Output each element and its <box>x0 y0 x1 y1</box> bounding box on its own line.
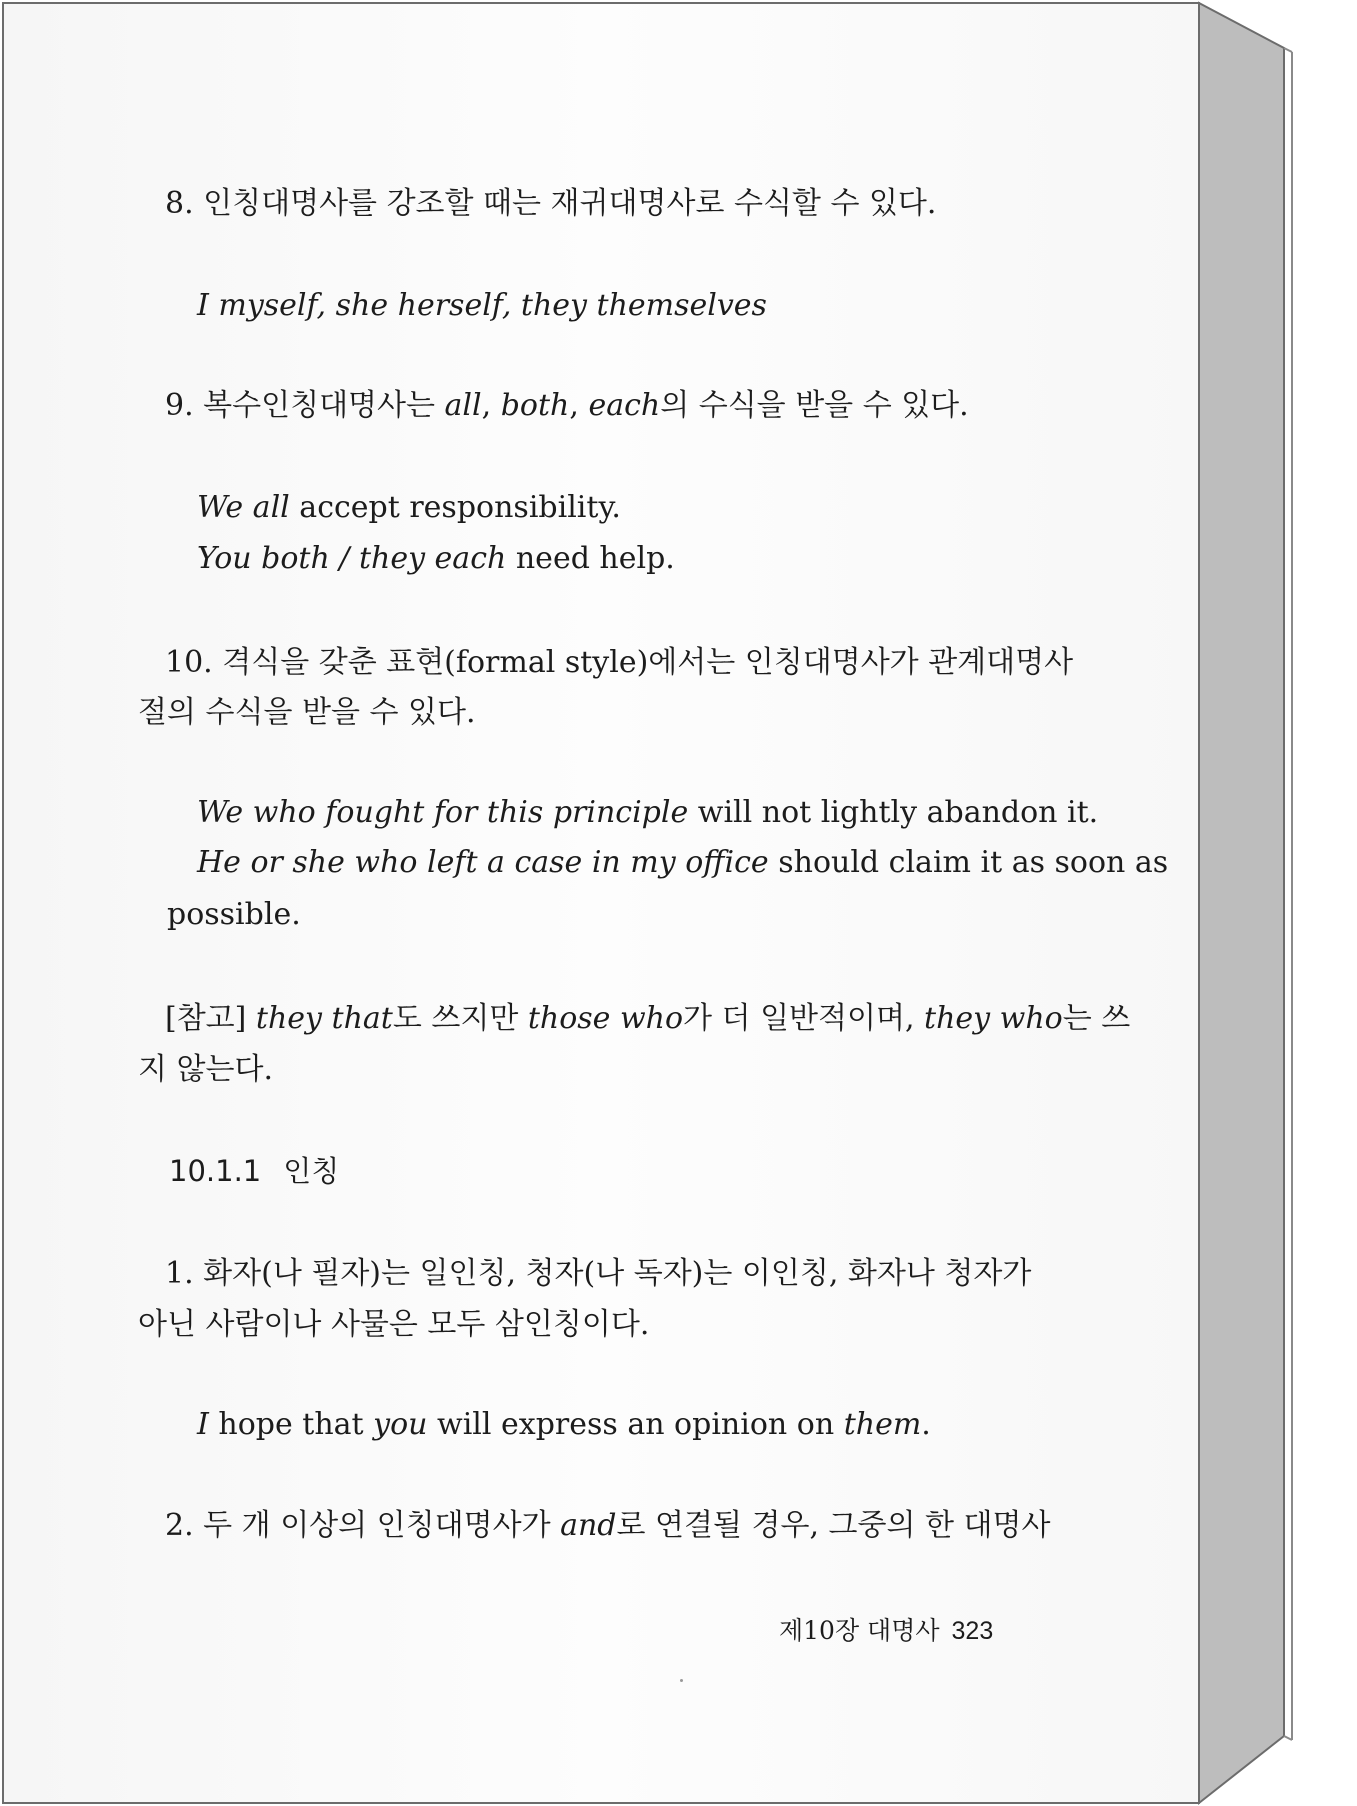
section-number: 10.1.1 <box>169 1154 262 1188</box>
s1-line-1: 1. 화자(나 필자)는 일인칭, 청자(나 독자)는 이인칭, 화자나 청자가 <box>165 1256 1032 1291</box>
page-footer <box>779 1614 993 1648</box>
item-10-example-2: He or she who left a case in my office should claim it as soon as <box>197 845 1169 880</box>
item-10-example-2-cont: possible. <box>167 897 301 932</box>
item-9: 9. 복수인칭대명사는 all, both, each의 수식을 받을 수 있다. <box>165 388 969 423</box>
s1-line-2: 아닌 사람이나 사물은 모두 삼인칭이다. <box>138 1307 650 1342</box>
section-title: 인칭 <box>283 1154 340 1188</box>
s1-example: I hope that you will express an opinion on them. <box>197 1407 931 1442</box>
section-heading <box>169 1151 339 1191</box>
item-9-example-1: We all accept responsibility. <box>197 490 621 525</box>
note-line-2: 지 않는다. <box>138 1052 273 1087</box>
page-number: 323 <box>951 1617 994 1645</box>
item-10-line-1: 10. 격식을 갖춘 표현(formal style)에서는 인칭대명사가 관계대명사 <box>165 645 1074 680</box>
s2-line-1: 2. 두 개 이상의 인칭대명사가 and로 연결될 경우, 그중의 한 대명사 <box>165 1508 1051 1543</box>
item-10-line-2: 절의 수식을 받을 수 있다. <box>138 695 476 730</box>
item-8-example: I myself, she herself, they themselves <box>197 288 767 323</box>
book-side-edge <box>1199 3 1284 1803</box>
note-line-1: [참고] they that도 쓰지만 those who가 더 일반적이며, they who는 쓰 <box>165 1001 1131 1036</box>
page-content <box>3 3 1199 1803</box>
scan-speck <box>680 1679 683 1682</box>
item-10-example-1: We who fought for this principle will not lightly abandon it. <box>197 795 1099 830</box>
chapter-title: 제10장 대명사 <box>779 1616 940 1645</box>
item-9-example-2: You both / they each need help. <box>197 541 675 576</box>
item-8: 8. 인칭대명사를 강조할 때는 재귀대명사로 수식할 수 있다. <box>165 186 937 221</box>
